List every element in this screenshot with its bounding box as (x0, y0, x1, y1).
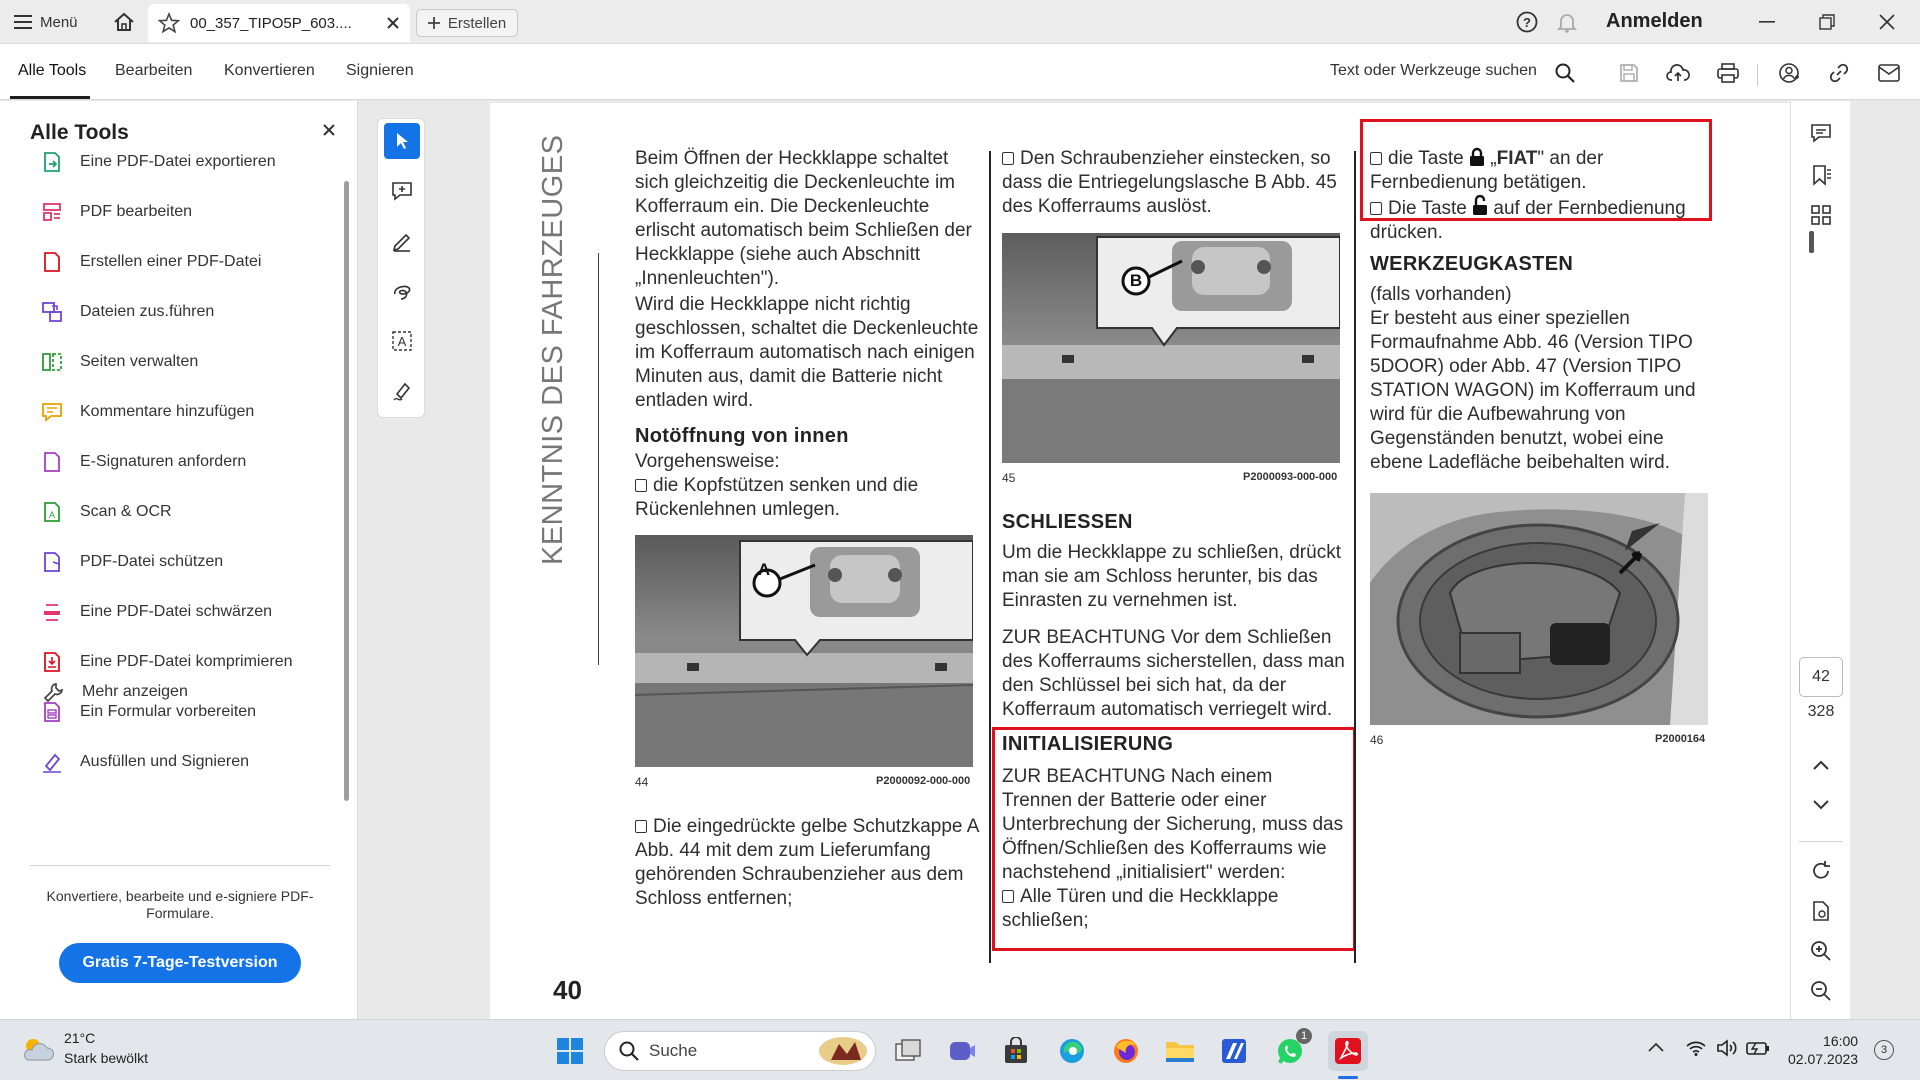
combine-icon (40, 300, 64, 324)
bell-icon[interactable] (1555, 10, 1579, 34)
tool-item-edit-pdf[interactable] (40, 197, 340, 227)
tool-item-compress-pdf[interactable] (40, 647, 340, 677)
comment-icon (40, 400, 64, 424)
esign-icon (40, 450, 64, 474)
weather-temperature[interactable]: 21°C (64, 1030, 96, 1046)
col3-heading: WERKZEUGKASTEN (1370, 253, 1574, 275)
tool-item-show-more[interactable] (42, 677, 342, 707)
mail-icon[interactable] (1876, 60, 1902, 86)
plus-icon (428, 17, 440, 29)
figure-46-number: 46 (1370, 733, 1384, 747)
panel-divider (30, 865, 330, 866)
col1-sub: Vorgehensweise: (635, 451, 780, 472)
col1-step1-text: die Kopfstützen senken und die Rückenlehnen umlegen. (635, 475, 919, 520)
col3-sub: (falls vorhanden) (1370, 284, 1512, 305)
scan-icon (40, 500, 64, 524)
tab-sign[interactable]: Signieren (346, 62, 414, 79)
main-toolbar (0, 44, 1920, 100)
col1-step2 (635, 815, 980, 911)
col1-para1: Beim Öffnen der Heckklappe schaltet sich gleichzeitig die Deckenleuchte im Kofferraum ein. Die Deckenleuchte erlischt automatisch beim Schließen der Heckklappe (siehe auch Abschnitt „Innenleuchten"). (635, 148, 972, 289)
save-icon[interactable] (1616, 60, 1642, 86)
figure-46-code: P2000164 (1655, 733, 1706, 745)
tool-item-scan-ocr[interactable] (40, 497, 340, 527)
side-heading: KENNTNIS DES FAHRZEUGES (537, 134, 569, 565)
restore-icon[interactable] (1812, 8, 1842, 36)
tool-item-export-pdf[interactable] (40, 147, 340, 177)
lock-closed-icon (1469, 147, 1485, 167)
col2-heading-close: SCHLIESSEN (1002, 511, 1133, 533)
print-icon[interactable] (1715, 60, 1741, 86)
col3-step1-text-a: die Taste (1388, 148, 1464, 169)
rail-divider (1799, 841, 1843, 842)
text-tool-button[interactable] (384, 323, 420, 359)
active-tab-underline (10, 96, 90, 99)
right-rail (1790, 101, 1850, 1019)
zoom-out-icon[interactable] (1807, 977, 1835, 1005)
page-down-icon[interactable] (1807, 791, 1835, 819)
weather-description[interactable]: Stark bewölkt (64, 1050, 149, 1066)
weather-cloud-icon[interactable] (20, 1034, 56, 1064)
pdf-page (490, 103, 1790, 1019)
file-explorer-icon[interactable] (1160, 1031, 1200, 1071)
create-label: Erstellen (447, 14, 507, 32)
lock-open-icon (1472, 195, 1488, 217)
sign-pen-icon (40, 750, 64, 774)
svg-text:A: A (397, 334, 407, 349)
panel-scrollbar[interactable] (344, 181, 349, 801)
close-tab-icon[interactable] (386, 16, 400, 30)
clock-date: 02.07.2023 (1788, 1051, 1859, 1067)
col1-step1 (635, 474, 980, 522)
tool-item-label: Ausfüllen und Signieren (80, 753, 250, 770)
col3-step1 (1370, 147, 1706, 195)
whatsapp-badge: 1 (1296, 1028, 1312, 1044)
pen-icon (391, 230, 413, 252)
page-scroll-thumb[interactable] (1809, 231, 1814, 253)
figure-45-photo (1002, 233, 1340, 463)
notification-count[interactable]: 3 (1874, 1040, 1894, 1060)
search-icon (619, 1041, 639, 1061)
tool-item-add-comments[interactable] (40, 397, 340, 427)
show-hidden-icons-icon[interactable] (1648, 1042, 1664, 1052)
draw-tool-button[interactable] (384, 273, 420, 309)
checkbox-glyph (1002, 152, 1014, 165)
taskbar (0, 1019, 1920, 1080)
star-icon[interactable] (158, 12, 180, 34)
figure-46-photo (1370, 493, 1708, 725)
tab-all-tools[interactable]: Alle Tools (18, 62, 87, 79)
add-comment-button[interactable] (384, 173, 420, 209)
signin-button[interactable]: Anmelden (1606, 10, 1703, 32)
col3-step2-text-b: auf der Fernbedienung drücken. (1370, 198, 1686, 243)
create-button[interactable] (416, 9, 518, 37)
edit-icon (40, 200, 64, 224)
tool-item-label: Eine PDF-Datei schwärzen (80, 603, 273, 620)
tool-item-label: PDF bearbeiten (80, 203, 193, 220)
store-app-icon[interactable] (996, 1031, 1036, 1071)
search-icon[interactable] (1552, 60, 1578, 86)
acrobat-icon[interactable] (1328, 1031, 1368, 1071)
tool-item-label: E-Signaturen anfordern (80, 453, 247, 470)
page-number: 40 (553, 975, 582, 1005)
panel-title: Alle Tools (30, 121, 129, 144)
checkbox-glyph (1370, 152, 1382, 165)
select-tool-button[interactable] (384, 123, 420, 159)
tool-item-label: Eine PDF-Datei komprimieren (80, 653, 293, 670)
col1-step2-text: Die eingedrückte gelbe Schutzkappe A Abb. 44 mit dem zum Lieferumfang gehörenden Schraubenzieher aus dem Schloss entfernen; (635, 816, 979, 909)
system-clock[interactable] (1788, 1032, 1858, 1068)
total-pages: 328 (1807, 703, 1835, 720)
search-highlight-icon (817, 1036, 869, 1066)
tool-item-label: Erstellen einer PDF-Datei (80, 253, 262, 270)
text-box-icon (391, 330, 413, 352)
col3-step2-text-a: Die Taste (1388, 198, 1467, 219)
col3-para: Er besteht aus einer speziellen Formaufnahme Abb. 46 (Version TIPO 5DOOR) oder Abb. 47 (Version TIPO STATION WAGON) im Kofferraum und wird für die Aufbewahrung von Gegenständen benutzt, wobei eine ebene Ladefläche beibehalten wird. (1370, 308, 1696, 473)
col1-heading: Notöffnung von innen (635, 425, 849, 447)
tools-search-label[interactable]: Text oder Werkzeuge suchen (1330, 62, 1537, 79)
page-up-icon[interactable] (1807, 751, 1835, 779)
tool-item-create-pdf[interactable] (40, 247, 340, 277)
checkbox-glyph (635, 820, 647, 833)
close-panel-icon[interactable] (318, 119, 340, 141)
clock-time: 16:00 (1823, 1033, 1859, 1049)
svg-text:?: ? (1523, 15, 1531, 30)
quick-tools-bar (377, 118, 425, 418)
signature-pen-icon (391, 380, 413, 402)
tool-item-organize-pages[interactable] (40, 347, 340, 377)
tool-item-label: Kommentare hinzufügen (80, 403, 255, 420)
col2-step2-text: Alle Türen und die Heckklappe schließen; (1002, 886, 1279, 931)
column-rule-2 (1354, 151, 1356, 963)
hamburger-icon (14, 15, 32, 29)
taskbar-search-placeholder: Suche (649, 1041, 698, 1060)
task-view-icon[interactable] (888, 1031, 928, 1071)
wifi-icon[interactable] (1686, 1040, 1706, 1056)
tab-bar (0, 0, 1920, 44)
freehand-icon (391, 280, 413, 302)
rotate-icon[interactable] (1807, 857, 1835, 885)
link-icon[interactable] (1826, 60, 1852, 86)
cursor-icon (393, 131, 411, 151)
dev-app-icon[interactable] (1214, 1031, 1254, 1071)
promo-text: Konvertiere, bearbeite und e-signiere PDF-Formulare. (46, 888, 314, 921)
zoom-in-icon[interactable] (1807, 937, 1835, 965)
tool-item-fill-sign[interactable] (40, 747, 340, 777)
col2-para1: Um die Heckklappe zu schließen, drückt man sie am Schloss herunter, bis das Einrasten zu vernehmen ist. (1002, 542, 1341, 611)
tool-item-label: Mehr anzeigen (82, 683, 188, 700)
figure-44-code: P2000092-000-000 (876, 775, 971, 787)
help-icon[interactable] (1515, 10, 1539, 34)
checkbox-glyph (635, 479, 647, 492)
tool-item-label: Eine PDF-Datei exportieren (80, 153, 276, 170)
svg-text:A: A (48, 510, 56, 520)
menu-button[interactable] (14, 10, 78, 34)
tool-item-request-esignatures[interactable] (40, 447, 340, 477)
comment-add-icon (391, 180, 413, 202)
col3-step1-text-b: „ (1490, 148, 1497, 169)
col2-para2: ZUR BEACHTUNG Vor dem Schließen des Kofferraums sicherstellen, dass man den Schlüssel bei sich hat, da der Kofferraum automatisch verriegelt wird. (1002, 627, 1345, 720)
windows-start-icon[interactable] (550, 1031, 590, 1071)
current-page-field[interactable]: 42 (1799, 657, 1843, 697)
figure-45-code: P2000093-000-000 (1243, 471, 1338, 483)
tool-item-protect-pdf[interactable] (40, 547, 340, 577)
col1-para2: Wird die Heckklappe nicht richtig geschlossen, schaltet die Deckenleuchte im Kofferraum automatisch nach einigen Minuten aus, damit die Batterie nicht entladen wird. (635, 294, 979, 411)
wrench-icon (42, 680, 66, 704)
sign-tool-button[interactable] (384, 373, 420, 409)
battery-icon[interactable] (1746, 1040, 1770, 1056)
tool-item-label: Scan & OCR (80, 503, 172, 520)
col3-step1-text-c: " an der Fernbedienung betätigen. (1370, 148, 1604, 193)
col2-step1-text: Den Schraubenzieher einstecken, so dass die Entriegelungslasche B Abb. 45 des Kofferraums auslöst. (1002, 148, 1337, 217)
tab-title: 00_357_TIPO5P_603.... (190, 14, 352, 32)
figure-45-label: B (1129, 271, 1143, 290)
all-tools-panel (0, 101, 358, 1019)
minimize-icon[interactable] (1752, 8, 1782, 36)
highlight-tool-button[interactable] (384, 223, 420, 259)
bookmark-icon[interactable] (1807, 161, 1835, 189)
export-icon (40, 150, 64, 174)
tool-item-redact-pdf[interactable] (40, 597, 340, 627)
compress-icon (40, 650, 64, 674)
free-trial-button[interactable]: Gratis 7-Tage-Testversion (59, 943, 301, 983)
column-rule-1 (989, 151, 991, 963)
figure-44-photo (635, 535, 973, 767)
figure-44-label: A (757, 560, 771, 579)
menu-label: Menü (40, 13, 78, 31)
taskbar-search[interactable] (604, 1031, 876, 1071)
col2-step2 (1002, 885, 1347, 933)
page-properties-icon[interactable] (1807, 897, 1835, 925)
tool-item-label: PDF-Datei schützen (80, 553, 224, 570)
tool-item-label: Dateien zus.führen (80, 303, 215, 320)
col3-step1-brand: FIAT (1496, 148, 1538, 169)
tool-item-combine-files[interactable] (40, 297, 340, 327)
pages-icon (40, 350, 64, 374)
figure-45-number: 45 (1002, 471, 1016, 485)
active-app-indicator (1338, 1076, 1358, 1079)
tool-item-label: Seiten verwalten (80, 353, 199, 370)
side-rule (598, 253, 599, 665)
tab-edit[interactable]: Bearbeiten (115, 62, 193, 79)
tool-item-label: Ein Formular vorbereiten (80, 703, 257, 720)
upload-cloud-icon[interactable] (1665, 60, 1691, 86)
share-user-icon[interactable] (1776, 60, 1802, 86)
comments-icon[interactable] (1807, 119, 1835, 147)
firefox-icon[interactable] (1106, 1031, 1146, 1071)
home-button[interactable] (110, 9, 138, 35)
window-close-icon[interactable] (1872, 8, 1902, 36)
edge-browser-icon[interactable] (1052, 1031, 1092, 1071)
checkbox-glyph (1370, 202, 1382, 215)
shield-icon (40, 550, 64, 574)
create-pdf-icon (40, 250, 64, 274)
col2-heading-init: INITIALISIERUNG (1002, 733, 1174, 755)
volume-icon[interactable] (1716, 1039, 1738, 1057)
tab-convert[interactable]: Konvertieren (224, 62, 315, 79)
figure-44-number: 44 (635, 775, 649, 789)
checkbox-glyph (1002, 890, 1014, 903)
col2-para3: ZUR BEACHTUNG Nach einem Trennen der Batterie oder einer Unterbrechung der Sicherung, muss das Öffnen/Schließen des Kofferraums wie nachstehend „initialisiert" werden: (1002, 766, 1344, 883)
toolbar-divider (1757, 64, 1758, 86)
redact-icon (40, 600, 64, 624)
document-tab[interactable] (148, 4, 410, 42)
col3-step2 (1370, 195, 1706, 245)
home-icon (113, 12, 135, 32)
teams-chat-icon[interactable] (942, 1031, 982, 1071)
col2-step1 (1002, 147, 1347, 219)
thumbnails-icon[interactable] (1807, 201, 1835, 229)
